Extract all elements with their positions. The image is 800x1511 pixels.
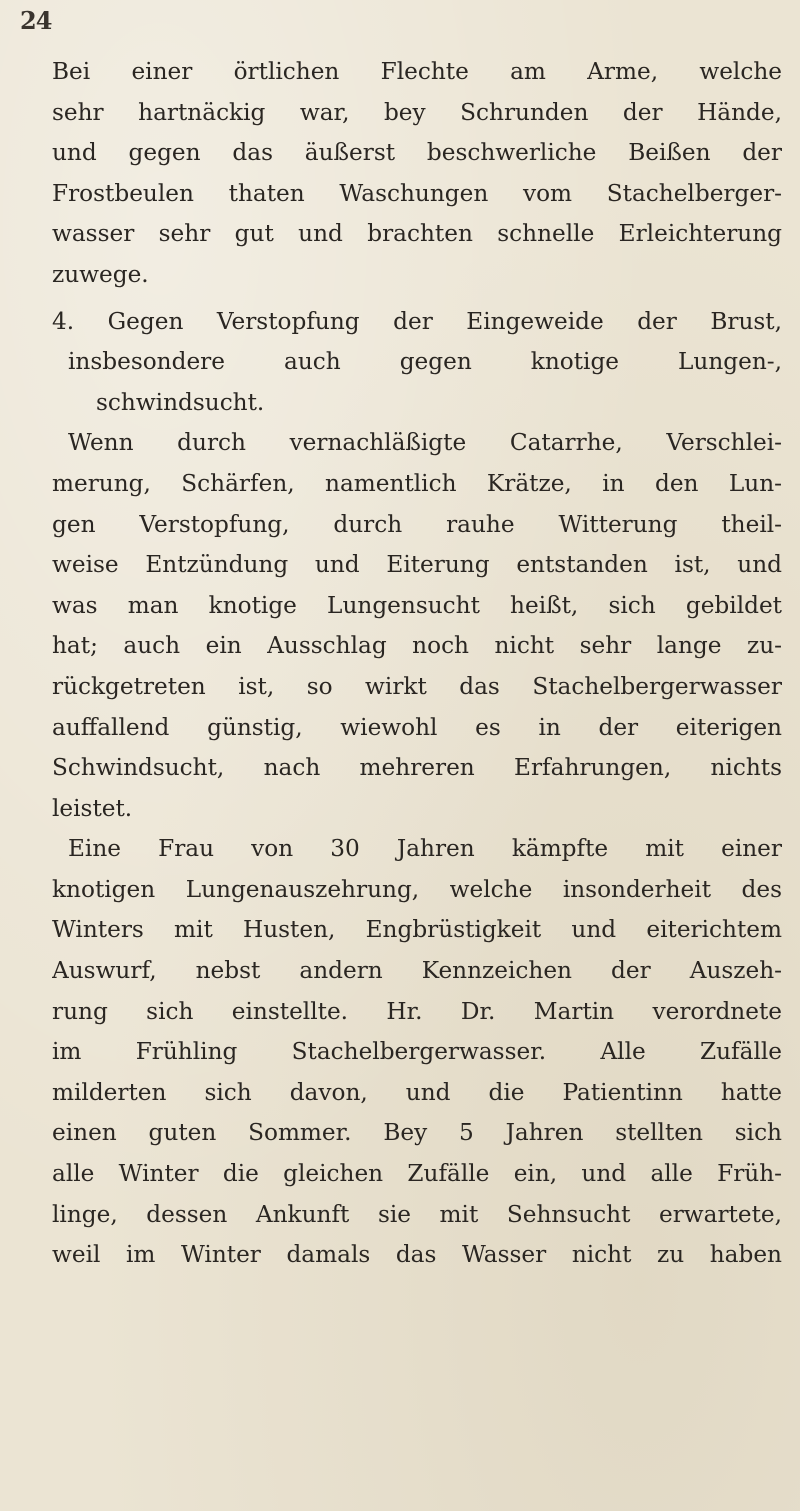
text-line: auffallend günstig, wiewohl es in der eiterigen bbox=[52, 713, 782, 741]
text-line: rung sich einstellte. Hr. Dr. Martin verordnete bbox=[52, 997, 782, 1025]
text-line: merung, Schärfen, namentlich Krätze, in den Lun- bbox=[52, 469, 782, 497]
section-heading: schwindsucht. bbox=[96, 388, 265, 416]
section-heading: insbesondere auch gegen knotige Lungen-, bbox=[68, 348, 782, 376]
page-number: 24 bbox=[20, 6, 52, 35]
text-line: und gegen das äußerst beschwerliche Beißen der bbox=[52, 139, 782, 167]
text-line: leistet. bbox=[52, 794, 133, 822]
text-line: hat; auch ein Ausschlag noch nicht sehr lange zu- bbox=[52, 632, 782, 660]
text-line: weil im Winter damals das Wasser nicht zu haben bbox=[52, 1241, 782, 1269]
text-line: Bei einer örtlichen Flechte am Arme, welche bbox=[52, 58, 782, 85]
text-line: im Frühling Stachelbergerwasser. Alle Zufälle bbox=[52, 1038, 782, 1066]
text-line: wasser sehr gut und brachten schnelle Erleichterung bbox=[52, 220, 782, 248]
text-line: Eine Frau von 30 Jahren kämpfte mit einer bbox=[68, 835, 782, 863]
section-heading: 4. Gegen Verstopfung der Eingeweide der Brust, bbox=[52, 307, 782, 335]
text-line: knotigen Lungenauszehrung, welche insonderheit des bbox=[52, 875, 782, 903]
text-line: weise Entzündung und Eiterung entstanden ist, und bbox=[52, 551, 782, 579]
text-line: gen Verstopfung, durch rauhe Witterung theil- bbox=[52, 510, 782, 538]
text-line: rückgetreten ist, so wirkt das Stachelbergerwasser bbox=[52, 672, 782, 700]
text-line: alle Winter die gleichen Zufälle ein, und alle Früh- bbox=[52, 1160, 782, 1188]
text-line: Wenn durch vernachläßigte Catarrhe, Verschlei- bbox=[68, 429, 782, 457]
text-line: sehr hartnäckig war, bey Schrunden der Hände, bbox=[52, 98, 782, 126]
text-line: linge, dessen Ankunft sie mit Sehnsucht erwartete, bbox=[52, 1200, 782, 1228]
text-line: Winters mit Husten, Engbrüstigkeit und eiterichtem bbox=[52, 916, 782, 944]
text-line: milderten sich davon, und die Patientinn hatte bbox=[52, 1078, 782, 1106]
text-line: Schwindsucht, nach mehreren Erfahrungen, nichts bbox=[52, 754, 782, 782]
text-line: einen guten Sommer. Bey 5 Jahren stellten sich bbox=[52, 1119, 782, 1147]
text-line: Frostbeulen thaten Waschungen vom Stachelberger- bbox=[52, 179, 782, 207]
text-line: zuwege. bbox=[52, 260, 149, 288]
text-line: Auswurf, nebst andern Kennzeichen der Auszeh- bbox=[52, 957, 782, 985]
body-text bbox=[52, 52, 782, 1276]
text-line: was man knotige Lungensucht heißt, sich gebildet bbox=[52, 591, 782, 619]
